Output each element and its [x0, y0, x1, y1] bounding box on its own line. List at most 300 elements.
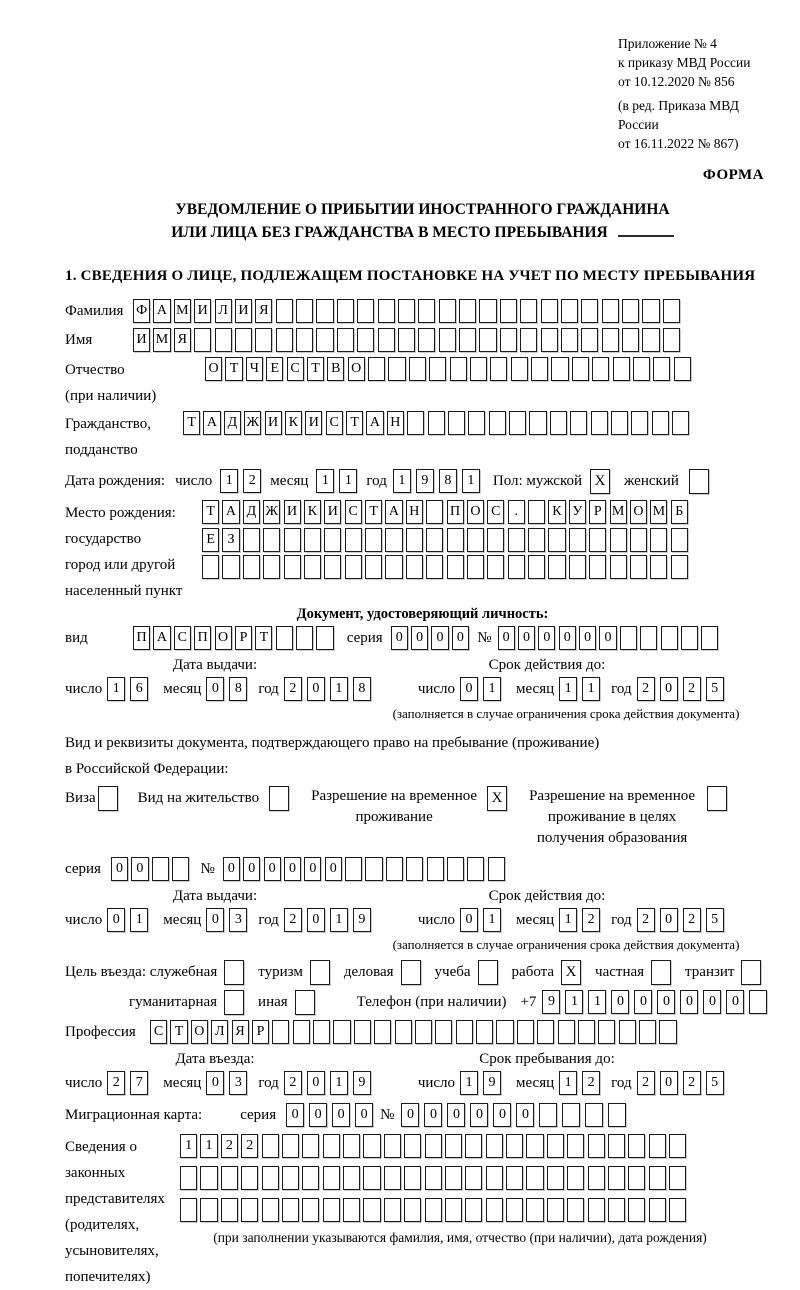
char-box[interactable]: 2	[284, 908, 302, 932]
char-box[interactable]	[537, 1020, 554, 1044]
char-box[interactable]: 1	[130, 908, 148, 932]
char-box[interactable]	[633, 357, 650, 381]
char-box[interactable]	[447, 555, 464, 579]
char-box[interactable]: 1	[330, 1071, 348, 1095]
char-box[interactable]	[324, 528, 341, 552]
char-box[interactable]: 3	[229, 1071, 247, 1095]
char-box[interactable]	[439, 328, 456, 352]
char-box[interactable]: Л	[215, 299, 232, 323]
char-box[interactable]	[569, 528, 586, 552]
citizenship-field[interactable]	[183, 411, 692, 435]
char-box[interactable]: 0	[286, 1103, 304, 1127]
char-box[interactable]: 1	[330, 677, 348, 701]
profession-field[interactable]	[150, 1020, 680, 1044]
char-box[interactable]: 2	[241, 1134, 258, 1158]
char-box[interactable]	[316, 328, 333, 352]
char-box[interactable]	[445, 1198, 462, 1222]
char-box[interactable]: 2	[637, 908, 655, 932]
char-box[interactable]	[548, 528, 565, 552]
permit-issue-day[interactable]	[107, 908, 153, 932]
char-box[interactable]: 8	[229, 677, 247, 701]
char-box[interactable]: И	[324, 500, 341, 524]
char-box[interactable]	[316, 626, 333, 650]
char-box[interactable]	[262, 1134, 279, 1158]
char-box[interactable]: 2	[637, 677, 655, 701]
patronymic-field[interactable]	[205, 357, 694, 381]
char-box[interactable]: 0	[498, 626, 515, 650]
stay-day[interactable]	[460, 1071, 506, 1095]
char-box[interactable]	[243, 555, 260, 579]
char-box[interactable]	[663, 299, 680, 323]
char-box[interactable]	[622, 328, 639, 352]
char-box[interactable]: 0	[264, 857, 281, 881]
char-box[interactable]: А	[153, 626, 170, 650]
char-box[interactable]: 0	[660, 677, 678, 701]
char-box[interactable]	[487, 555, 504, 579]
char-box[interactable]: 0	[325, 857, 342, 881]
char-box[interactable]	[639, 1020, 656, 1044]
char-box[interactable]	[506, 1166, 523, 1190]
sex-male-checkbox[interactable]: X	[590, 469, 610, 494]
char-box[interactable]	[672, 411, 689, 435]
char-box[interactable]	[447, 857, 464, 881]
char-box[interactable]	[345, 555, 362, 579]
tourism-checkbox[interactable]	[310, 960, 330, 985]
humanitarian-checkbox[interactable]	[224, 990, 244, 1015]
char-box[interactable]	[304, 528, 321, 552]
char-box[interactable]	[649, 1166, 666, 1190]
char-box[interactable]	[486, 1198, 503, 1222]
char-box[interactable]: 1	[460, 1071, 478, 1095]
char-box[interactable]	[296, 299, 313, 323]
char-box[interactable]: 0	[657, 990, 675, 1014]
char-box[interactable]: 0	[726, 990, 744, 1014]
char-box[interactable]: Е	[202, 528, 219, 552]
char-box[interactable]	[490, 357, 507, 381]
char-box[interactable]	[608, 1134, 625, 1158]
char-box[interactable]: И	[235, 299, 252, 323]
char-box[interactable]: С	[150, 1020, 167, 1044]
char-box[interactable]: С	[287, 357, 304, 381]
char-box[interactable]	[526, 1198, 543, 1222]
char-box[interactable]	[526, 1134, 543, 1158]
char-box[interactable]: О	[191, 1020, 208, 1044]
char-box[interactable]	[447, 528, 464, 552]
char-box[interactable]: О	[215, 626, 232, 650]
char-box[interactable]: З	[222, 528, 239, 552]
char-box[interactable]: 8	[353, 677, 371, 701]
permit-valid-year[interactable]	[637, 908, 729, 932]
char-box[interactable]: 3	[229, 908, 247, 932]
char-box[interactable]: И	[194, 299, 211, 323]
char-box[interactable]	[486, 1166, 503, 1190]
char-box[interactable]: 0	[401, 1103, 419, 1127]
char-box[interactable]	[384, 1198, 401, 1222]
char-box[interactable]	[425, 1134, 442, 1158]
char-box[interactable]: Ф	[133, 299, 150, 323]
char-box[interactable]	[547, 1134, 564, 1158]
char-box[interactable]: А	[385, 500, 402, 524]
char-box[interactable]	[649, 1198, 666, 1222]
char-box[interactable]: 1	[582, 677, 600, 701]
char-box[interactable]: О	[630, 500, 647, 524]
char-box[interactable]	[426, 500, 443, 524]
char-box[interactable]	[558, 1020, 575, 1044]
char-box[interactable]	[500, 299, 517, 323]
char-box[interactable]	[620, 626, 637, 650]
char-box[interactable]	[592, 357, 609, 381]
char-box[interactable]: 2	[243, 469, 261, 493]
char-box[interactable]	[489, 411, 506, 435]
char-box[interactable]	[194, 328, 211, 352]
char-box[interactable]	[427, 857, 444, 881]
char-box[interactable]: 0	[493, 1103, 511, 1127]
char-box[interactable]: Ж	[244, 411, 261, 435]
char-box[interactable]: Н	[406, 500, 423, 524]
char-box[interactable]	[459, 299, 476, 323]
char-box[interactable]	[570, 411, 587, 435]
doc-kind-field[interactable]	[133, 626, 337, 650]
char-box[interactable]	[445, 1166, 462, 1190]
char-box[interactable]: 1	[483, 677, 501, 701]
char-box[interactable]: 1	[559, 908, 577, 932]
char-box[interactable]	[276, 328, 293, 352]
char-box[interactable]: 1	[462, 469, 480, 493]
char-box[interactable]	[316, 299, 333, 323]
given-name-field[interactable]	[133, 328, 683, 352]
char-box[interactable]	[541, 299, 558, 323]
char-box[interactable]	[263, 555, 280, 579]
char-box[interactable]	[669, 1198, 686, 1222]
char-box[interactable]	[152, 857, 169, 881]
char-box[interactable]	[439, 299, 456, 323]
char-box[interactable]	[610, 528, 627, 552]
char-box[interactable]: Я	[255, 299, 272, 323]
char-box[interactable]	[661, 626, 678, 650]
entry-day[interactable]	[107, 1071, 153, 1095]
char-box[interactable]: 2	[683, 908, 701, 932]
char-box[interactable]: К	[304, 500, 321, 524]
char-box[interactable]: 1	[316, 469, 334, 493]
char-box[interactable]: 9	[483, 1071, 501, 1095]
char-box[interactable]	[649, 1134, 666, 1158]
char-box[interactable]	[406, 857, 423, 881]
char-box[interactable]: 2	[683, 1071, 701, 1095]
char-box[interactable]	[284, 528, 301, 552]
birthplace-field-row3[interactable]	[202, 555, 691, 579]
char-box[interactable]: Л	[211, 1020, 228, 1044]
char-box[interactable]	[426, 555, 443, 579]
char-box[interactable]	[282, 1198, 299, 1222]
char-box[interactable]	[398, 299, 415, 323]
char-box[interactable]	[467, 857, 484, 881]
char-box[interactable]	[602, 299, 619, 323]
char-box[interactable]	[202, 555, 219, 579]
char-box[interactable]: Т	[225, 357, 242, 381]
char-box[interactable]	[589, 528, 606, 552]
char-box[interactable]: 0	[391, 626, 408, 650]
char-box[interactable]	[611, 411, 628, 435]
char-box[interactable]	[520, 328, 537, 352]
char-box[interactable]: 0	[452, 626, 469, 650]
char-box[interactable]: 0	[307, 908, 325, 932]
char-box[interactable]	[384, 1134, 401, 1158]
char-box[interactable]: С	[326, 411, 343, 435]
representatives-field-row3[interactable]	[180, 1198, 740, 1222]
char-box[interactable]	[628, 1198, 645, 1222]
char-box[interactable]: 1	[559, 1071, 577, 1095]
char-box[interactable]	[642, 299, 659, 323]
char-box[interactable]	[409, 357, 426, 381]
char-box[interactable]: 7	[130, 1071, 148, 1095]
study-checkbox[interactable]	[478, 960, 498, 985]
char-box[interactable]	[365, 555, 382, 579]
char-box[interactable]: 2	[221, 1134, 238, 1158]
char-box[interactable]: И	[265, 411, 282, 435]
permit-issue-month[interactable]	[206, 908, 252, 932]
char-box[interactable]: 0	[447, 1103, 465, 1127]
char-box[interactable]	[284, 555, 301, 579]
char-box[interactable]: 0	[703, 990, 721, 1014]
doc-valid-day[interactable]	[460, 677, 506, 701]
phone-field[interactable]	[542, 990, 772, 1014]
char-box[interactable]: 1	[565, 990, 583, 1014]
char-box[interactable]	[386, 857, 403, 881]
char-box[interactable]	[407, 411, 424, 435]
char-box[interactable]	[531, 357, 548, 381]
char-box[interactable]	[506, 1198, 523, 1222]
char-box[interactable]: 0	[307, 1071, 325, 1095]
char-box[interactable]	[415, 1020, 432, 1044]
char-box[interactable]: О	[205, 357, 222, 381]
char-box[interactable]	[652, 411, 669, 435]
char-box[interactable]	[429, 357, 446, 381]
char-box[interactable]	[470, 357, 487, 381]
char-box[interactable]	[345, 857, 362, 881]
char-box[interactable]: 0	[431, 626, 448, 650]
char-box[interactable]: Р	[252, 1020, 269, 1044]
char-box[interactable]: 5	[706, 1071, 724, 1095]
char-box[interactable]: 1	[107, 677, 125, 701]
char-box[interactable]	[404, 1134, 421, 1158]
char-box[interactable]	[378, 299, 395, 323]
char-box[interactable]	[406, 528, 423, 552]
migcard-series-field[interactable]	[286, 1103, 378, 1127]
permit-number-field[interactable]	[223, 857, 508, 881]
char-box[interactable]: П	[194, 626, 211, 650]
char-box[interactable]: 0	[107, 908, 125, 932]
char-box[interactable]: Р	[589, 500, 606, 524]
stay-year[interactable]	[637, 1071, 729, 1095]
char-box[interactable]	[276, 626, 293, 650]
char-box[interactable]	[404, 1166, 421, 1190]
char-box[interactable]	[302, 1134, 319, 1158]
char-box[interactable]	[567, 1198, 584, 1222]
char-box[interactable]	[581, 328, 598, 352]
char-box[interactable]	[172, 857, 189, 881]
char-box[interactable]	[591, 411, 608, 435]
char-box[interactable]	[388, 357, 405, 381]
char-box[interactable]	[221, 1198, 238, 1222]
private-checkbox[interactable]	[651, 960, 671, 985]
doc-number-field[interactable]	[498, 626, 722, 650]
char-box[interactable]: 1	[559, 677, 577, 701]
char-box[interactable]	[467, 528, 484, 552]
char-box[interactable]: Б	[671, 500, 688, 524]
char-box[interactable]: 1	[330, 908, 348, 932]
char-box[interactable]	[642, 328, 659, 352]
char-box[interactable]: 2	[582, 908, 600, 932]
char-box[interactable]	[561, 328, 578, 352]
char-box[interactable]: 0	[470, 1103, 488, 1127]
char-box[interactable]	[529, 411, 546, 435]
char-box[interactable]	[241, 1198, 258, 1222]
char-box[interactable]	[378, 328, 395, 352]
char-box[interactable]	[357, 299, 374, 323]
char-box[interactable]: 0	[634, 990, 652, 1014]
char-box[interactable]	[282, 1134, 299, 1158]
char-box[interactable]	[669, 1166, 686, 1190]
work-checkbox[interactable]: X	[561, 960, 581, 985]
birth-day-field[interactable]	[220, 469, 266, 493]
char-box[interactable]: П	[133, 626, 150, 650]
char-box[interactable]	[528, 555, 545, 579]
char-box[interactable]	[445, 1134, 462, 1158]
char-box[interactable]: А	[203, 411, 220, 435]
char-box[interactable]: 2	[107, 1071, 125, 1095]
char-box[interactable]	[476, 1020, 493, 1044]
char-box[interactable]	[363, 1166, 380, 1190]
birthplace-field-row1[interactable]	[202, 500, 691, 524]
char-box[interactable]: 2	[637, 1071, 655, 1095]
char-box[interactable]: 1	[200, 1134, 217, 1158]
char-box[interactable]	[598, 1020, 615, 1044]
char-box[interactable]: И	[284, 500, 301, 524]
char-box[interactable]: И	[305, 411, 322, 435]
char-box[interactable]: 0	[355, 1103, 373, 1127]
char-box[interactable]	[263, 528, 280, 552]
char-box[interactable]	[333, 1020, 350, 1044]
char-box[interactable]: А	[153, 299, 170, 323]
char-box[interactable]	[528, 500, 545, 524]
char-box[interactable]: П	[447, 500, 464, 524]
char-box[interactable]	[486, 1134, 503, 1158]
char-box[interactable]: А	[366, 411, 383, 435]
char-box[interactable]	[506, 1134, 523, 1158]
surname-field[interactable]	[133, 299, 683, 323]
char-box[interactable]	[550, 411, 567, 435]
char-box[interactable]: 8	[439, 469, 457, 493]
char-box[interactable]	[508, 555, 525, 579]
char-box[interactable]	[562, 1103, 580, 1127]
char-box[interactable]	[363, 1134, 380, 1158]
char-box[interactable]: К	[285, 411, 302, 435]
char-box[interactable]	[222, 555, 239, 579]
char-box[interactable]: Т	[183, 411, 200, 435]
char-box[interactable]	[215, 328, 232, 352]
char-box[interactable]	[200, 1198, 217, 1222]
char-box[interactable]	[323, 1134, 340, 1158]
char-box[interactable]: 0	[538, 626, 555, 650]
char-box[interactable]: 0	[332, 1103, 350, 1127]
char-box[interactable]: 0	[599, 626, 616, 650]
char-box[interactable]	[520, 299, 537, 323]
char-box[interactable]	[589, 555, 606, 579]
char-box[interactable]	[663, 328, 680, 352]
char-box[interactable]: О	[467, 500, 484, 524]
char-box[interactable]: С	[345, 500, 362, 524]
entry-year[interactable]	[284, 1071, 376, 1095]
char-box[interactable]	[681, 626, 698, 650]
char-box[interactable]	[608, 1166, 625, 1190]
char-box[interactable]: 0	[223, 857, 240, 881]
char-box[interactable]: М	[174, 299, 191, 323]
char-box[interactable]	[622, 299, 639, 323]
char-box[interactable]: 0	[611, 990, 629, 1014]
permit-issue-year[interactable]	[284, 908, 376, 932]
char-box[interactable]	[262, 1198, 279, 1222]
char-box[interactable]: 0	[460, 677, 478, 701]
char-box[interactable]: Д	[243, 500, 260, 524]
char-box[interactable]	[488, 857, 505, 881]
char-box[interactable]: 0	[411, 626, 428, 650]
char-box[interactable]	[459, 328, 476, 352]
char-box[interactable]	[272, 1020, 289, 1044]
char-box[interactable]	[508, 528, 525, 552]
char-box[interactable]	[749, 990, 767, 1014]
char-box[interactable]	[276, 299, 293, 323]
char-box[interactable]	[650, 528, 667, 552]
char-box[interactable]: Н	[387, 411, 404, 435]
char-box[interactable]	[425, 1198, 442, 1222]
entry-month[interactable]	[206, 1071, 252, 1095]
char-box[interactable]: 0	[206, 908, 224, 932]
char-box[interactable]	[221, 1166, 238, 1190]
char-box[interactable]: 0	[680, 990, 698, 1014]
char-box[interactable]: 2	[284, 677, 302, 701]
char-box[interactable]	[398, 328, 415, 352]
char-box[interactable]: 0	[284, 857, 301, 881]
char-box[interactable]	[653, 357, 670, 381]
char-box[interactable]: Т	[170, 1020, 187, 1044]
char-box[interactable]	[585, 1103, 603, 1127]
char-box[interactable]	[365, 857, 382, 881]
char-box[interactable]	[345, 528, 362, 552]
char-box[interactable]	[426, 528, 443, 552]
char-box[interactable]: 0	[460, 908, 478, 932]
char-box[interactable]: У	[569, 500, 586, 524]
char-box[interactable]: С	[174, 626, 191, 650]
char-box[interactable]	[180, 1166, 197, 1190]
char-box[interactable]	[526, 1166, 543, 1190]
char-box[interactable]: К	[548, 500, 565, 524]
char-box[interactable]: 5	[706, 908, 724, 932]
char-box[interactable]	[262, 1166, 279, 1190]
char-box[interactable]	[610, 555, 627, 579]
char-box[interactable]: 0	[304, 857, 321, 881]
other-checkbox[interactable]	[295, 990, 315, 1015]
char-box[interactable]: .	[508, 500, 525, 524]
char-box[interactable]	[404, 1198, 421, 1222]
char-box[interactable]	[323, 1198, 340, 1222]
char-box[interactable]	[487, 528, 504, 552]
char-box[interactable]: 0	[559, 626, 576, 650]
char-box[interactable]	[385, 555, 402, 579]
char-box[interactable]: 9	[416, 469, 434, 493]
char-box[interactable]	[608, 1198, 625, 1222]
char-box[interactable]	[435, 1020, 452, 1044]
char-box[interactable]: Т	[202, 500, 219, 524]
